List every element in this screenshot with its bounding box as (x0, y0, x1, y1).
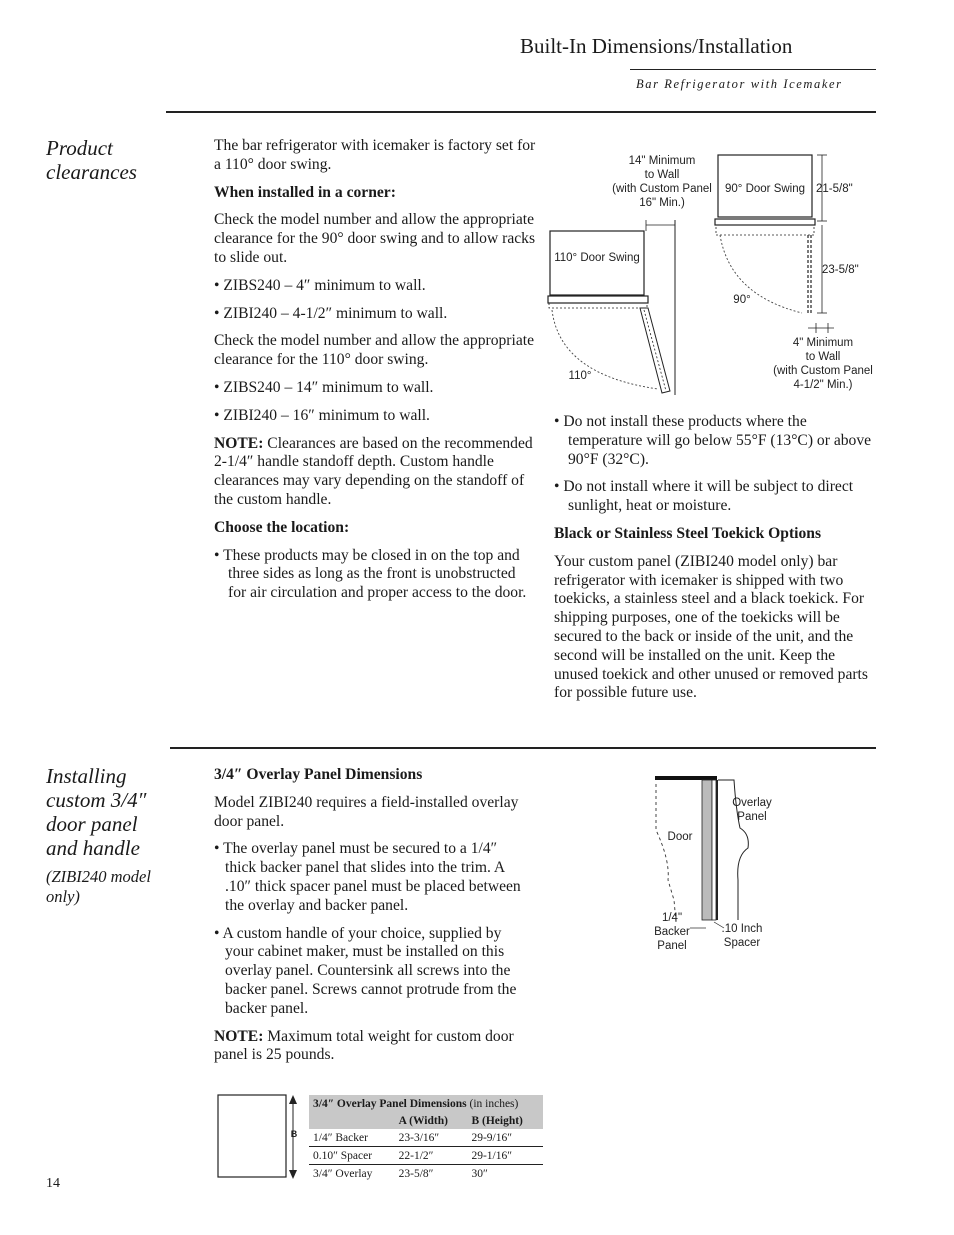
page-number: 14 (46, 1176, 60, 1191)
custom-panel-column (214, 766, 532, 1074)
unit-90-door-top (715, 219, 815, 225)
paragraph-110-swing: Check the model number and allow the appropriate clearance for the 110° door swing. (214, 332, 534, 369)
section-title-custom-panel (46, 764, 146, 860)
table-row (309, 1129, 543, 1147)
section-title-line: Installing (46, 764, 127, 788)
unit-90-door-rail (716, 225, 814, 235)
section-subtitle-model (46, 867, 151, 907)
label-4-to-wall: to Wall (805, 351, 841, 363)
section-title-line: custom 3/4″ (46, 788, 147, 812)
backer-panel-shape (702, 780, 712, 920)
note-label: NOTE: (214, 1027, 264, 1045)
label-backer: Backer (654, 926, 690, 938)
section-divider-top (166, 111, 876, 113)
page-header-subtitle: Bar Refrigerator with Icemaker (636, 77, 843, 91)
section-subtitle-line: (ZIBI240 model (46, 867, 151, 886)
overlay-intro: Model ZIBI240 requires a field-installed overlay door panel. (214, 793, 519, 830)
overlay-edge (716, 780, 718, 920)
height-label-b: B (290, 1129, 298, 1139)
clearances-right-column (554, 413, 878, 712)
bullet-zibi240-4-1-2: • ZIBI240 – 4-1/2″ minimum to wall. (214, 304, 448, 322)
arc-90 (720, 235, 802, 313)
note-label: NOTE: (214, 434, 264, 452)
section-title-line: Product (46, 136, 113, 160)
arrow-up-icon (289, 1095, 297, 1104)
table-title-unit: (in inches) (466, 1097, 519, 1110)
label-4-4-1-2min: 4-1/2" Min.) (793, 379, 853, 391)
table-row (309, 1165, 543, 1183)
bullet-sunlight: • Do not install where it will be subject to direct sunlight, heat or moisture. (554, 478, 854, 515)
panel-rectangle (218, 1095, 286, 1177)
table-cell-name: 1/4″ Backer (313, 1131, 368, 1144)
note-text: Clearances are based on the recommended 2-1/4″ handle standoff depth. Custom handle clearances may vary depending on the standoff of the custom handle. (214, 434, 533, 508)
bullet-closed-in: • These products may be closed in on the top and three sides as long as the front is unobstructed for air circulation and proper access to the door. (214, 546, 527, 602)
page-header-title: Built-In Dimensions/Installation (520, 34, 793, 58)
bullet-zibs240-4: • ZIBS240 – 4″ minimum to wall. (214, 276, 426, 294)
label-spacer-inch: .10 Inch (721, 923, 763, 935)
paragraph-90-swing: Check the model number and allow the appropriate clearance for the 90° door swing and to allow racks to slide out. (214, 211, 536, 266)
bullet-zibi240-16: • ZIBI240 – 16″ minimum to wall. (214, 406, 430, 424)
label-angle-90: 90° (733, 294, 751, 306)
label-14-min: 14" Minimum (628, 155, 696, 167)
table-header-height: B (Height) (467, 1112, 543, 1129)
intro-paragraph: The bar refrigerator with icemaker is factory set for a 110° door swing. (214, 137, 536, 173)
toekick-paragraph: Your custom panel (ZIBI240 model only) bar refrigerator with icemaker is shipped with two toekicks, a stainless steel and a black toekick. For shipping purposes, one of the toekicks will be secured to the back or inside of the unit, and the second will be installed on the unit. Keep the unused toekick and other unused or removed parts for possible future use. (554, 552, 868, 702)
bullet-custom-handle: • A custom handle of your choice, supplied by your cabinet maker, must be installed on this overlay panel. Countersink all screws into the backer panel. Screws cannot protrude from the backer panel. (214, 924, 517, 1017)
label-spacer: Spacer (723, 937, 761, 949)
weight-note (214, 1028, 532, 1066)
table-header-width: A (Width) (395, 1112, 468, 1129)
subheading-location: Choose the location: (214, 518, 350, 536)
unit-110-door-rail (549, 303, 647, 308)
note-text: Maximum total weight for custom door panel is 25 pounds. (214, 1027, 514, 1064)
subheading-corner: When installed in a corner: (214, 183, 396, 201)
overlay-panel-diagram (640, 770, 790, 960)
label-dim-21: 21-5/8" (816, 183, 853, 195)
subheading-overlay-dims: 3/4″ Overlay Panel Dimensions (214, 766, 423, 783)
table-row (309, 1147, 543, 1165)
label-dim-23: 23-5/8" (822, 264, 859, 276)
label-14-to-wall: to Wall (644, 169, 680, 181)
table-header-empty (309, 1112, 395, 1129)
clearances-left-column (214, 137, 536, 612)
label-4-custom: (with Custom Panel (773, 365, 873, 377)
table-cell-name: 3/4″ Overlay (313, 1167, 373, 1180)
label-angle-110: 110° (568, 370, 592, 382)
overlay-dimensions-table (309, 1095, 543, 1182)
label-overlay: Overlay (732, 797, 772, 809)
table-cell-width: 23-5/8″ (398, 1167, 434, 1180)
table-title-cell (309, 1095, 543, 1112)
table-header-row (309, 1112, 543, 1129)
door-110-inner (644, 310, 666, 391)
table-cell-height: 29-1/16″ (471, 1149, 513, 1162)
label-overlay-panel: Panel (737, 811, 767, 823)
section-divider-middle (170, 747, 876, 749)
label-14-16min: 16" Min.) (639, 197, 685, 209)
section-title-line: door panel (46, 812, 138, 836)
note-paragraph (214, 435, 536, 510)
section-subtitle-line: only) (46, 887, 80, 906)
header-divider (630, 69, 876, 70)
table-cell-width: 22-1/2″ (398, 1149, 434, 1162)
label-14-custom: (with Custom Panel (612, 183, 712, 195)
section-title-line: clearances (46, 160, 137, 184)
bullet-backer-panel: • The overlay panel must be secured to a 1/4″ thick backer panel that slides into the trim. A .10″ thick spacer panel must be placed between the overlay and backer panel. (214, 840, 521, 914)
label-90-swing: 90° Door Swing (724, 183, 806, 195)
unit-110-door-top (548, 296, 648, 303)
top-trim (655, 776, 717, 780)
door-outline (656, 784, 676, 922)
panel-dimension-sketch (212, 1090, 302, 1182)
label-4-min: 4" Minimum (792, 337, 854, 349)
subheading-toekick: Black or Stainless Steel Toekick Options (554, 524, 822, 542)
label-backer-panel: Panel (657, 940, 687, 952)
section-title-line: and handle (46, 836, 140, 860)
bullet-temperature: • Do not install these products where the temperature will go below 55°F (13°C) or above 90°F (32°C). (554, 413, 872, 468)
table-cell-name: 0.10″ Spacer (313, 1149, 373, 1162)
door-swing-clearance-diagram (540, 145, 880, 400)
table-cell-height: 30″ (471, 1167, 488, 1180)
label-110-swing: 110° Door Swing (554, 252, 640, 264)
bullet-zibs240-14: • ZIBS240 – 14″ minimum to wall. (214, 378, 434, 396)
arrow-down-icon (289, 1170, 297, 1179)
label-door: Door (667, 831, 693, 843)
table-title: 3/4″ Overlay Panel Dimensions (313, 1097, 467, 1110)
table-cell-width: 23-3/16″ (398, 1131, 440, 1144)
label-backer-quarter: 1/4" (661, 912, 683, 924)
table-cell-height: 29-9/16″ (471, 1131, 513, 1144)
section-title-product-clearances (46, 136, 137, 184)
spacer-panel-shape (712, 780, 716, 920)
table-title-row (309, 1095, 543, 1112)
